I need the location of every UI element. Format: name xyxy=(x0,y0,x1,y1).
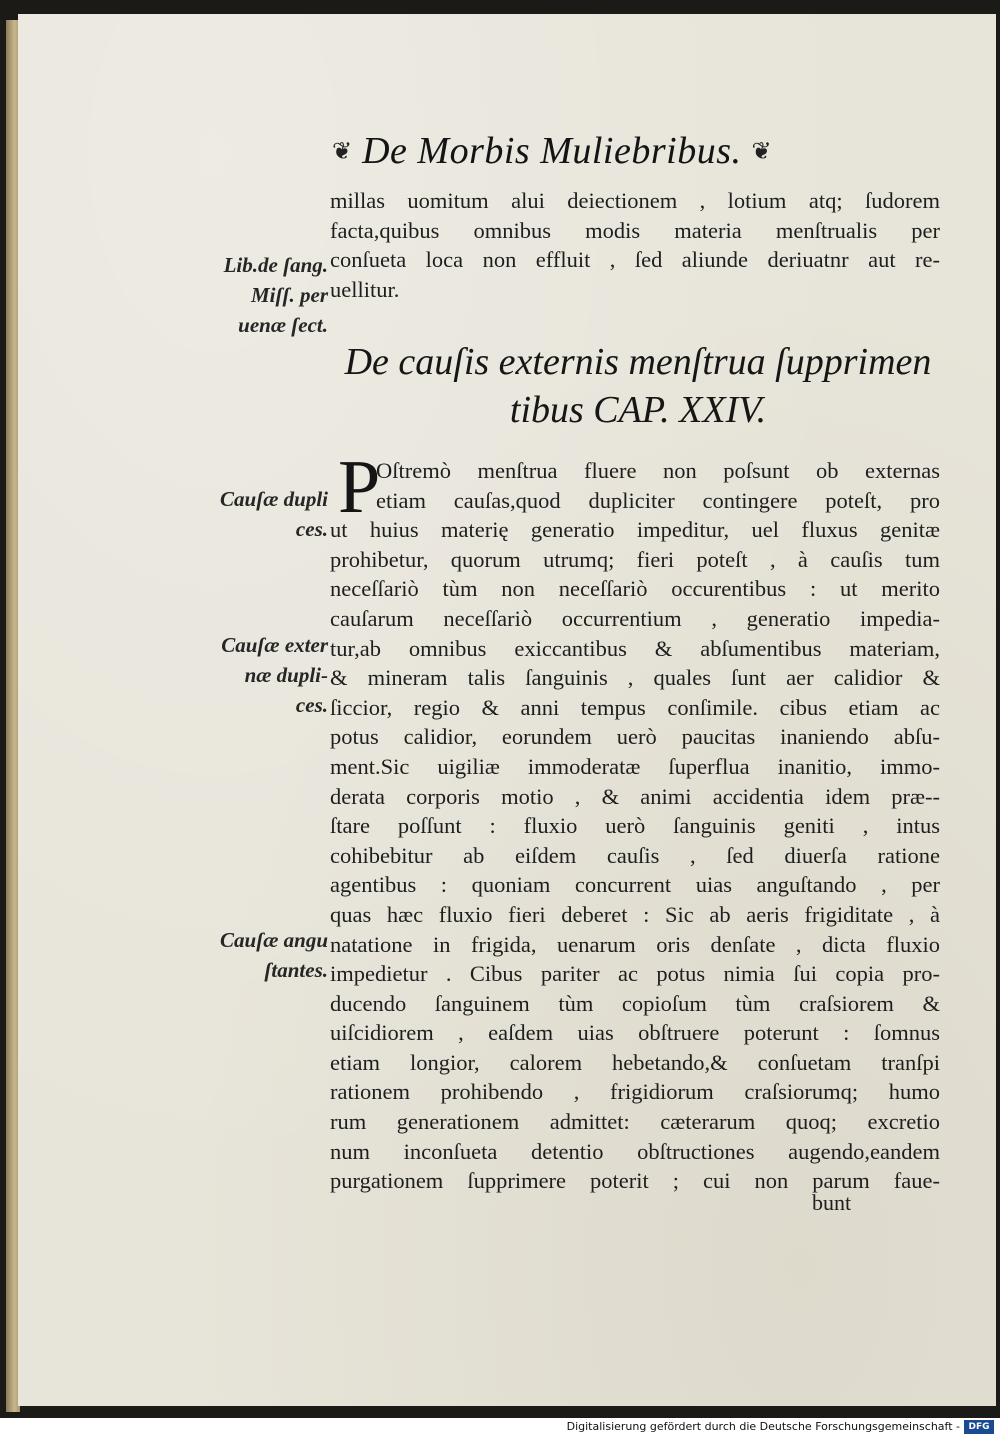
text-line: prohibetur, quorum utrumq; fieri poteſt , à cauſis tum xyxy=(330,546,940,572)
margin-note-line: Lib.de ſang. xyxy=(223,253,328,277)
main-paragraph xyxy=(330,456,940,1196)
margin-note-line: næ dupli- xyxy=(244,663,328,687)
text-line: uiſcidiorem , eaſdem uias obſtruere poterunt : ſomnus xyxy=(330,1020,940,1046)
text-line: rum generationem admittet: cæterarum quoq; excretio xyxy=(330,1109,940,1135)
chapter-title-line: De cauſis externis menſtrua ſupprimen xyxy=(344,341,932,383)
text-line: conſueta loca non effluit , ſed aliunde deriuatnr aut re- xyxy=(330,247,940,273)
margin-note-line: Cauſæ angu xyxy=(220,928,328,952)
margin-note-causae-externae xyxy=(196,630,328,720)
catchword: bunt xyxy=(812,1190,852,1215)
text-line: cauſarum neceſſariò occurrentium , generatio impedia- xyxy=(330,605,940,631)
text-line: ut huius materię generatio impeditur, uel fluxus genitæ xyxy=(330,517,940,543)
text-line: derata corporis motio , & animi accidentia idem præ-- xyxy=(330,783,940,809)
text-line: etiam cauſas,quod dupliciter contingere poteſt, pro xyxy=(376,487,940,513)
text-line: ducendo ſanguinem tùm copioſum tùm craſsiorem & xyxy=(330,990,940,1016)
margin-note-causae-duplices xyxy=(196,484,328,544)
text-line: & mineram talis ſanguinis , quales ſunt aer calidior & xyxy=(330,665,940,691)
dfg-logo[interactable]: DFG xyxy=(964,1420,994,1434)
text-line: uellitur. xyxy=(330,276,400,302)
text-line: ſiccior, regio & anni tempus conſimile. cibus etiam ac xyxy=(330,694,940,720)
text-line: ment.Sic uigiliæ immoderatæ ſuperflua inanitio, immo- xyxy=(330,753,940,779)
margin-note-line: Cauſæ dupli xyxy=(220,487,328,511)
footer xyxy=(0,1418,1000,1437)
ornament-left-icon: ❦ xyxy=(332,137,353,165)
margin-note-line: ſtantes. xyxy=(264,958,328,982)
margin-note-line: Cauſæ exter xyxy=(221,633,328,657)
text-line: neceſſariò tùm non neceſſariò occurentibus : ut merito xyxy=(330,576,940,602)
funding-credit: Digitalisierung gefördert durch die Deutsche Forschungsgemeinschaft - xyxy=(566,1420,960,1433)
margin-note-line: ces. xyxy=(295,693,328,717)
text-line: purgationem ſupprimere poterit ; cui non parum faue- xyxy=(330,1168,940,1194)
text-line: facta,quibus omnibus modis materia menſtrualis per xyxy=(330,217,940,243)
margin-note-line: Miſſ. per xyxy=(251,283,328,307)
text-line: millas uomitum alui deiectionem , lotium atq; ſudorem xyxy=(330,188,940,213)
page-header xyxy=(332,126,892,176)
text-line: agentibus : quoniam concurrent uias anguſtando , per xyxy=(330,872,940,898)
ornament-right-icon: ❦ xyxy=(751,137,772,165)
text-line: quas hæc fluxio fieri deberet : Sic ab aeris frigiditate , à xyxy=(330,901,940,927)
drop-cap: P xyxy=(338,445,381,529)
text-line: etiam longior, calorem hebetando,& conſuetam tranſpi xyxy=(330,1049,940,1075)
running-title: De Morbis Muliebribus. xyxy=(362,130,742,172)
chapter-title xyxy=(338,338,938,434)
chapter-title-line: tibus CAP. XXIV. xyxy=(509,389,767,431)
text-line: tur,ab omnibus exiccantibus & abſumentibus materiam, xyxy=(330,635,940,661)
text-line: rationem prohibendo , frigidiorum craſsiorumq; humo xyxy=(330,1079,940,1105)
margin-note-line: ces. xyxy=(295,517,328,541)
text-line: natatione in frigida, uenarum oris denſate , dicta fluxio xyxy=(330,931,940,957)
text-line: num inconſueta detentio obſtructiones augendo,eandem xyxy=(330,1138,940,1164)
text-line: Oſtremò menſtrua fluere non poſsunt ob externas xyxy=(376,458,940,483)
margin-note-line: uenæ ſect. xyxy=(238,313,328,337)
text-line: impedietur . Cibus pariter ac potus nimia ſui copia pro- xyxy=(330,961,940,987)
margin-note-lib-de-sang xyxy=(196,250,328,340)
top-paragraph xyxy=(330,186,940,304)
text-line: ſtare poſſunt : fluxio uerò ſanguinis geniti , intus xyxy=(330,813,940,839)
text-line: cohibebitur ab eiſdem cauſis , ſed diuerſa ratione xyxy=(330,842,940,868)
text-line: potus calidior, eorundem uerò paucitas inaniendo abſu- xyxy=(330,724,940,750)
margin-note-causae-angustantes xyxy=(196,925,328,985)
